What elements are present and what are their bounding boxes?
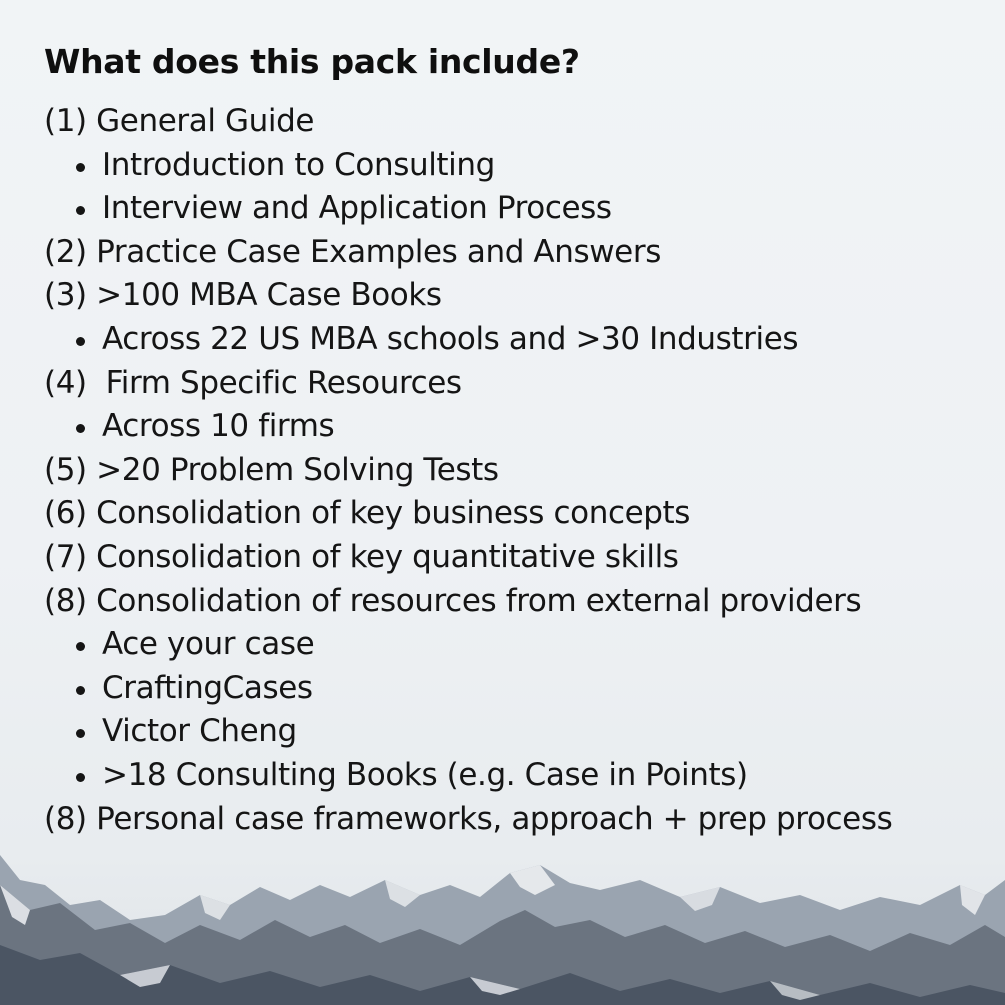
list-subitem: >18 Consulting Books (e.g. Case in Points): [44, 754, 994, 798]
list-item: (8) Personal case frameworks, approach + prep process: [44, 800, 893, 837]
list-item: (6) Consolidation of key business concepts: [44, 495, 691, 532]
list-subitem: Interview and Application Process: [44, 187, 994, 231]
list-item: (3) >100 MBA Case Books: [44, 277, 442, 314]
list-item: (4) Firm Specific Resources: [44, 364, 462, 401]
list-subitem: Across 22 US MBA schools and >30 Industries: [44, 318, 994, 362]
list-subitem: Across 10 firms: [44, 405, 994, 449]
list-item: (2) Practice Case Examples and Answers: [44, 233, 661, 270]
list-item: (8) Consolidation of resources from external providers: [44, 582, 862, 619]
page-title: What does this pack include?: [44, 42, 580, 81]
pack-contents-section: [44, 32, 994, 841]
list-subitem: Introduction to Consulting: [44, 144, 994, 188]
mountain-range-background: [0, 825, 1005, 1005]
list-item: (5) >20 Problem Solving Tests: [44, 451, 499, 488]
list-subitem: Victor Cheng: [44, 710, 994, 754]
list-subitem: CraftingCases: [44, 667, 994, 711]
list-item: (7) Consolidation of key quantitative skills: [44, 538, 679, 575]
list-subitem: Ace your case: [44, 623, 994, 667]
list-item: (1) General Guide: [44, 103, 315, 139]
